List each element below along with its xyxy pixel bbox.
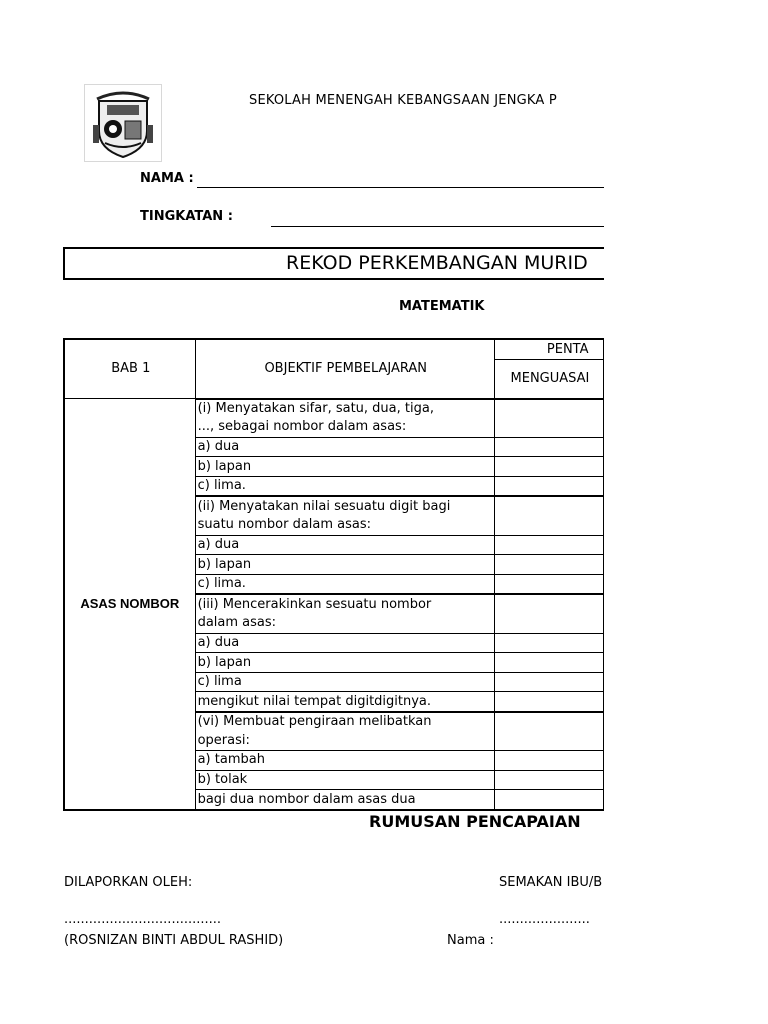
reported-by-label: DILAPORKAN OLEH: [64,875,193,890]
objective-row: (iii) Mencerakinkan sesuatu nombor [195,594,494,614]
objective-row: (ii) Menyatakan nilai sesuatu digit bagi [195,496,494,516]
assessment-cell [494,535,603,555]
objective-row: b) tolak [195,770,494,790]
assessment-cell [494,692,603,712]
objective-row: mengikut nilai tempat digitdigitnya. [195,692,494,712]
assessment-cell [494,457,603,477]
objective-row: (vi) Membuat pengiraan melibatkan [195,712,494,732]
assessment-cell [494,672,603,692]
parent-name-label: Nama : [447,933,494,948]
subject-label: MATEMATIK [399,299,485,314]
name-field-line [197,187,604,188]
objective-row: a) dua [195,437,494,457]
assessment-cell [494,555,603,575]
objective-row: ..., sebagai nombor dalam asas: [195,418,494,437]
parent-check-label: SEMAKAN IBU/B [499,875,603,890]
signature-dots-right: ...................... [499,912,590,927]
name-label: NAMA : [140,171,194,186]
learning-objectives-table [63,338,604,811]
header-mastered: MENGUASAI [494,360,603,399]
level-label: TINGKATAN : [140,209,233,224]
objective-row: c) lima. [195,574,494,594]
objective-row: b) lapan [195,653,494,673]
objective-row: operasi: [195,732,494,751]
objective-row: c) lima. [195,476,494,496]
assessment-cell [494,751,603,771]
objective-row: c) lima [195,672,494,692]
objective-row: b) lapan [195,457,494,477]
objective-row: a) dua [195,535,494,555]
assessment-cell [494,633,603,653]
objective-row: suatu nombor dalam asas: [195,516,494,535]
header-objective: OBJEKTIF PEMBELAJARAN [195,339,494,399]
assessment-cell [494,437,603,457]
assessment-cell [494,653,603,673]
assessment-cell [494,496,603,535]
assessment-cell [494,770,603,790]
signature-dots-left: ...................................... [64,912,222,927]
summary-heading: RUMUSAN PENCAPAIAN [369,812,581,831]
objective-row: b) lapan [195,555,494,575]
school-name: SEKOLAH MENENGAH KEBANGSAAN JENGKA P [249,93,557,108]
objective-row: (i) Menyatakan sifar, satu, dua, tiga, [195,399,494,419]
objective-row: dalam asas: [195,614,494,633]
assessment-cell [494,399,603,438]
assessment-cell [494,476,603,496]
assessment-cell [494,594,603,633]
objective-row: bagi dua nombor dalam asas dua [195,790,494,810]
assessment-cell [494,790,603,810]
header-chapter: BAB 1 [64,339,195,399]
objective-row: a) dua [195,633,494,653]
report-title: REKOD PERKEMBANGAN MURID [286,252,588,274]
topic-cell: ASAS NOMBOR [64,399,195,810]
teacher-name: (ROSNIZAN BINTI ABDUL RASHID) [64,933,284,948]
school-crest-logo [84,84,162,162]
header-assessment: PENTA [494,339,603,360]
assessment-cell [494,574,603,594]
assessment-cell [494,712,603,751]
level-field-line [271,226,604,227]
objective-row: a) tambah [195,751,494,771]
